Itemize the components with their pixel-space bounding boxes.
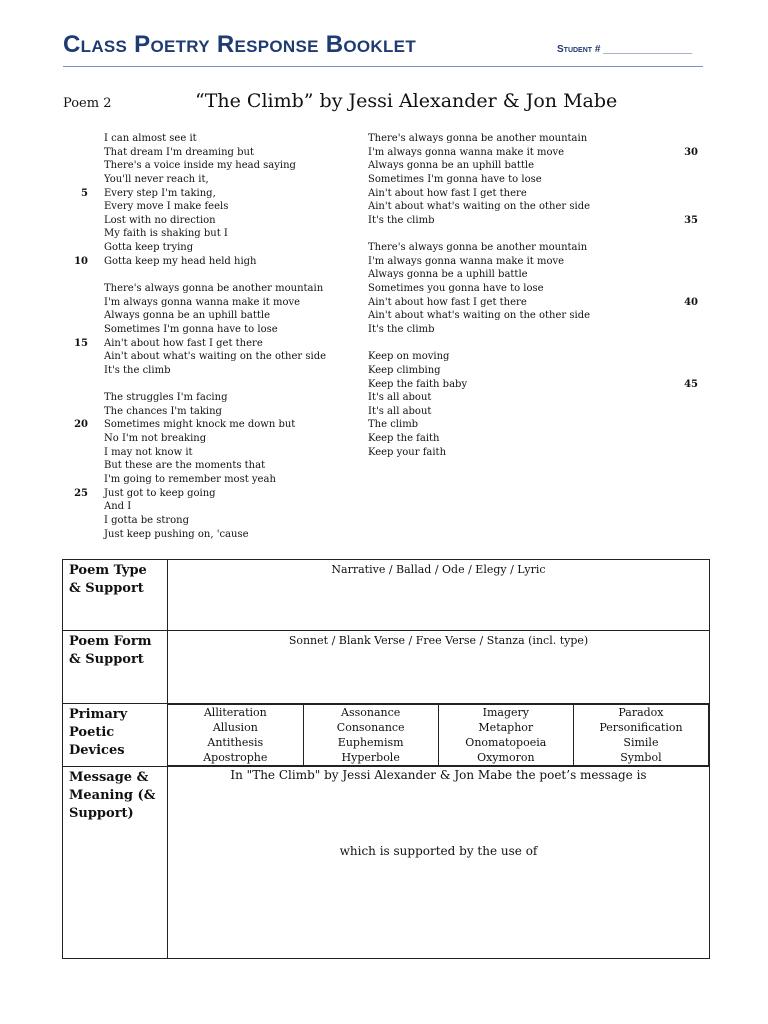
device-option[interactable]: Antithesis — [207, 736, 264, 749]
poem-line — [368, 296, 698, 310]
device-option[interactable]: Alliteration — [203, 706, 267, 719]
poem-line-text: I can almost see it — [104, 133, 197, 144]
device-option[interactable]: Onomatopoeia — [465, 736, 547, 749]
poetic-devices-grid — [168, 704, 709, 766]
poem-line — [104, 214, 354, 228]
poem-line — [368, 187, 608, 201]
poem-line — [104, 364, 354, 378]
device-column — [573, 705, 708, 766]
poem-line — [104, 132, 354, 146]
poem-line — [104, 446, 354, 460]
message-meaning-answer-cell[interactable] — [168, 767, 710, 959]
poem-line — [368, 323, 608, 337]
device-option[interactable]: Symbol — [620, 751, 662, 764]
poem-line — [104, 241, 354, 255]
poem-line — [368, 159, 608, 173]
poem-form-options: Sonnet / Blank Verse / Free Verse / Stanza (incl. type) — [288, 634, 589, 647]
poem-line — [74, 337, 354, 351]
poem-type-label: Poem Type & Support — [63, 560, 168, 631]
poem-line — [368, 173, 608, 187]
poem-line — [368, 337, 608, 351]
device-column — [168, 705, 303, 766]
poem-form-label: Poem Form & Support — [63, 631, 168, 704]
poem-line-text: I may not know it — [104, 446, 193, 458]
poem-line-text: I'm always gonna wanna make it move — [368, 146, 565, 158]
message-prompt: In "The Climb" by Jessi Alexander & Jon Mabe the poet’s message is — [230, 768, 647, 782]
poem-column-right — [368, 132, 698, 459]
poem-line-text: Lost with no direction — [104, 214, 216, 226]
poem-line — [368, 378, 698, 392]
message-meaning-label: Message & Meaning (& Support) — [63, 767, 168, 959]
device-option[interactable]: Assonance — [341, 706, 401, 719]
line-number: 20 — [74, 419, 88, 431]
poem-line-text: No I'm not breaking — [104, 433, 207, 445]
device-option[interactable]: Paradox — [618, 706, 664, 719]
poem-line — [104, 173, 354, 187]
poem-line — [368, 146, 698, 160]
poem-line-text: Sometimes I'm gonna have to lose — [368, 173, 542, 185]
device-option[interactable]: Consonance — [336, 721, 405, 734]
poem-type-answer-cell[interactable] — [168, 560, 710, 631]
device-option[interactable]: Simile — [623, 736, 659, 749]
poem-line — [368, 391, 608, 405]
poem-line-text: I'm always gonna wanna make it move — [368, 255, 565, 267]
poem-line-text: Keep the faith — [368, 433, 440, 445]
poem-line-text: Ain't about what's waiting on the other side — [368, 310, 591, 322]
poem-column-left — [74, 132, 354, 541]
poem-line-text: Every step I'm taking, — [104, 187, 216, 199]
poem-line — [104, 350, 354, 364]
poem-line — [104, 528, 354, 542]
poetic-devices-cell — [168, 704, 710, 767]
poem-line-text: Keep the faith baby — [368, 378, 468, 390]
poem-line — [74, 487, 354, 501]
poem-line-text: The chances I'm taking — [104, 405, 222, 417]
device-option[interactable]: Euphemism — [337, 736, 404, 749]
poem-line-text: My faith is shaking but I — [104, 228, 228, 240]
poem-line — [104, 282, 354, 296]
poem-line — [104, 200, 354, 214]
poem-line — [368, 241, 608, 255]
poem-line-text: It's all about — [368, 392, 432, 404]
poem-line — [104, 296, 354, 310]
line-number: 15 — [74, 337, 88, 349]
poem-line — [74, 418, 354, 432]
device-option[interactable]: Oxymoron — [477, 751, 535, 764]
device-column — [438, 705, 573, 766]
poem-line-text: Ain't about what's waiting on the other side — [104, 351, 327, 363]
poem-line-text: It's the climb — [368, 214, 435, 226]
poem-line — [368, 364, 608, 378]
poem-line — [368, 446, 608, 460]
poem-line-text: I'm going to remember most yeah — [104, 474, 276, 486]
device-option[interactable]: Personification — [599, 721, 683, 734]
device-option[interactable]: Allusion — [212, 721, 258, 734]
poem-line — [104, 473, 354, 487]
support-prompt: which is supported by the use of — [339, 844, 538, 858]
poem-line-text: Gotta keep trying — [104, 242, 194, 254]
booklet-title: Class Poetry Response Booklet — [63, 31, 417, 58]
line-number: 5 — [81, 187, 88, 199]
poem-line — [368, 255, 608, 269]
poem-line-text: It's all about — [368, 405, 432, 417]
device-option[interactable]: Hyperbole — [341, 751, 400, 764]
poem-line-text: Just keep pushing on, 'cause — [104, 528, 249, 540]
poem-line-text: Sometimes you gonna have to lose — [368, 283, 544, 295]
poem-line — [74, 255, 354, 269]
poem-line-text: Sometimes might knock me down but — [104, 419, 296, 431]
poem-line-text: Always gonna be a uphill battle — [368, 269, 528, 281]
poem-line-text: Keep on moving — [368, 351, 450, 363]
poem-line — [104, 309, 354, 323]
poem-line — [104, 323, 354, 337]
poem-line — [81, 187, 354, 201]
poem-line-text: And I — [104, 501, 132, 513]
poem-title: “The Climb” by Jessi Alexander & Jon Mabe — [195, 90, 618, 112]
device-option[interactable]: Imagery — [482, 706, 529, 719]
poem-line — [368, 405, 608, 419]
poem-line — [368, 268, 608, 282]
poem-line-text: It's the climb — [368, 323, 435, 335]
poem-line-text: Ain't about how fast I get there — [104, 337, 263, 349]
poem-line — [368, 227, 608, 241]
poem-form-answer-cell[interactable] — [168, 631, 710, 704]
poem-line — [104, 500, 354, 514]
poem-line-text: Ain't about what's waiting on the other side — [368, 201, 591, 213]
line-number: 25 — [74, 487, 88, 499]
poem-line — [104, 459, 354, 473]
poem-line-text: That dream I'm dreaming but — [104, 146, 254, 158]
poem-line — [368, 350, 608, 364]
poem-line-text: There's always gonna be another mountain — [368, 133, 588, 144]
poem-line-text: Ain't about how fast I get there — [368, 187, 527, 199]
poem-line-text: The climb — [368, 419, 419, 431]
device-option[interactable]: Metaphor — [478, 721, 534, 734]
poem-line — [368, 432, 608, 446]
poem-line-text: Every move I make feels — [104, 201, 229, 213]
poem-line-text: I gotta be strong — [104, 514, 190, 526]
student-number-field[interactable]: Student # ________________ — [557, 44, 693, 55]
line-number: 45 — [684, 378, 698, 390]
poem-line — [104, 146, 354, 160]
poem-line-text: You'll never reach it, — [104, 173, 209, 185]
device-column — [303, 705, 438, 766]
poem-line-text: There's always gonna be another mountain — [104, 283, 324, 295]
poem-line-text: There's always gonna be another mountain — [368, 242, 588, 254]
poem-line-text: But these are the moments that — [104, 460, 266, 472]
poem-line-text: Just got to keep going — [104, 487, 216, 499]
poem-line-text: Gotta keep my head held high — [104, 255, 257, 267]
poem-line-text: Always gonna be an uphill battle — [368, 160, 534, 172]
header-divider — [63, 66, 703, 67]
poem-line — [368, 418, 608, 432]
poem-line-text: It's the climb — [104, 364, 171, 376]
poem-line — [104, 391, 354, 405]
line-number: 10 — [74, 255, 88, 267]
poem-line — [104, 227, 354, 241]
poem-line-text: The struggles I'm facing — [104, 392, 228, 404]
line-number: 30 — [684, 146, 698, 158]
poem-line — [104, 159, 354, 173]
line-number: 40 — [684, 296, 698, 308]
line-number: 35 — [684, 214, 698, 226]
poem-line — [368, 309, 608, 323]
poem-line-text: Sometimes I'm gonna have to lose — [104, 323, 278, 335]
poem-line — [104, 268, 354, 282]
poem-line — [104, 405, 354, 419]
poem-line-text: I'm always gonna wanna make it move — [104, 296, 301, 308]
poem-number: Poem 2 — [63, 96, 112, 111]
poem-line-text: There's a voice inside my head saying — [104, 160, 296, 172]
poem-line — [368, 200, 608, 214]
poem-line-text: Keep your faith — [368, 446, 447, 458]
response-table — [62, 559, 710, 959]
poem-type-options: Narrative / Ballad / Ode / Elegy / Lyric — [331, 563, 546, 576]
poem-line-text: Keep climbing — [368, 364, 441, 376]
poem-line — [104, 432, 354, 446]
poem-line — [368, 132, 608, 146]
poem-line — [368, 214, 698, 228]
poem-line — [104, 514, 354, 528]
device-option[interactable]: Apostrophe — [203, 751, 268, 764]
poem-line — [368, 282, 608, 296]
poem-line-text: Always gonna be an uphill battle — [104, 310, 270, 322]
poetic-devices-label: Primary Poetic Devices — [63, 704, 168, 767]
poem-line-text: Ain't about how fast I get there — [368, 296, 527, 308]
poem-line — [104, 378, 354, 392]
